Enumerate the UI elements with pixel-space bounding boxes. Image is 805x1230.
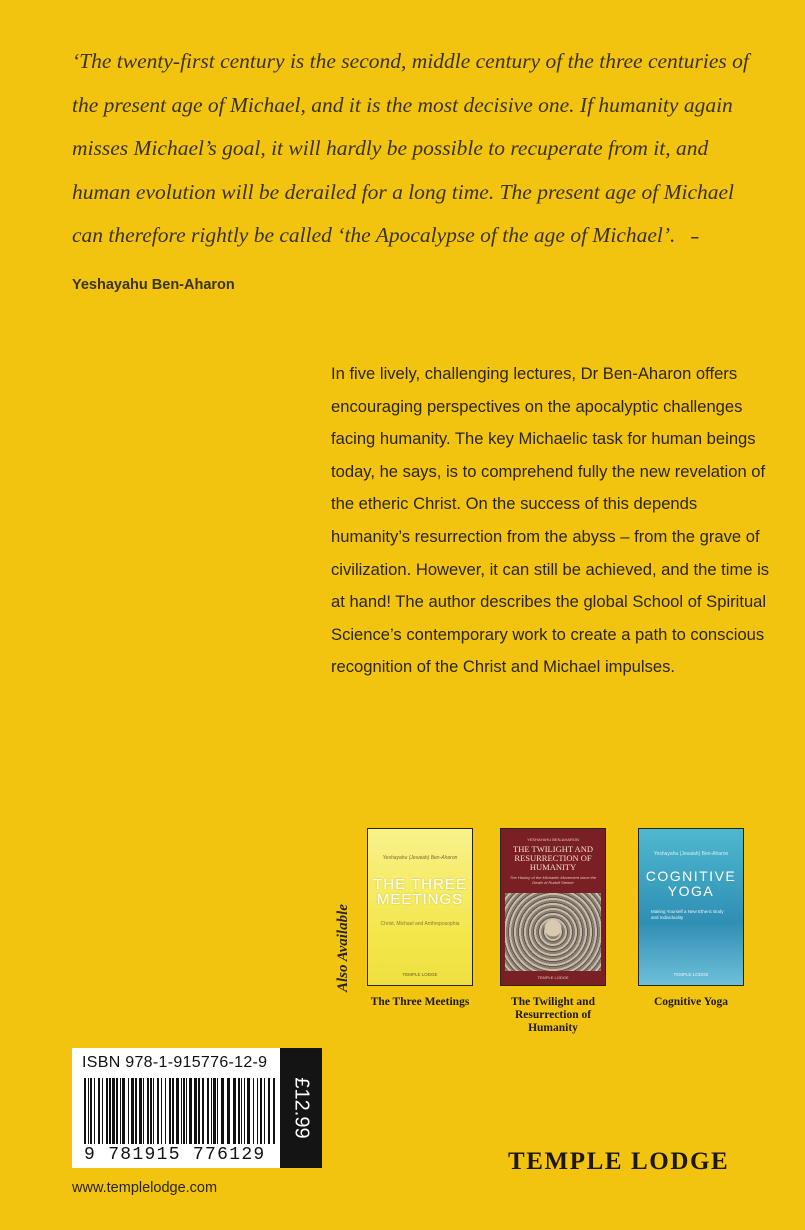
- publisher-website: www.templelodge.com: [72, 1180, 218, 1196]
- book-caption: Cognitive Yoga: [653, 996, 728, 1008]
- barcode-panel: [72, 1048, 280, 1168]
- cover-publisher: TEMPLE LODGE: [402, 972, 438, 977]
- isbn-number: ISBN 978-1-915776-12-9: [82, 1054, 268, 1071]
- cover-author: YESHAYAHU BEN-AHARON: [527, 837, 579, 842]
- cover-title: THE TWILIGHT AND RESURRECTION OF HUMANITY: [513, 844, 593, 872]
- also-available-label: Also Available: [335, 904, 351, 992]
- cover-subtitle: Making Yourself a New Etheric Body and Individuality: [651, 909, 724, 920]
- publisher-name: TEMPLE LODGE: [508, 1148, 730, 1175]
- book-cover-image: [638, 828, 744, 986]
- cover-subtitle: Christ, Michael and Anthroposophia: [380, 921, 460, 927]
- book-description: In five lively, challenging lectures, Dr Ben-Aharon offers encouraging perspectives on the apocalyptic challenges facing humanity. The key Michaelic task for human beings today, he says, is to comprehend fully the new revelation of the etheric Christ. On the success of this depends humanity’s resurrection from the abyss – from the grave of civilization. However, it can still be achieved, and the time is at hand! The author describes the global School of Spiritual Science’s contemporary work to create a path to conscious recognition of the Christ and Michael impulses.: [331, 364, 770, 677]
- cover-publisher: TEMPLE LODGE: [537, 975, 569, 980]
- book-the-three-meetings: [367, 828, 473, 1009]
- cover-author: Yeshayahu (Jesaiah) Ben-Aharon: [653, 851, 729, 857]
- price-label: £12.99: [290, 1077, 313, 1139]
- book-cover-image: [500, 828, 606, 986]
- quote-text: ‘The twenty-first century is the second, middle century of the three centuries of the present age of Michael, and it is the most decisive one. If humanity again misses Michael’s goal, it will hardly be possible to recuperate from it, and human evolution will be derailed for a long time. The present age of Michael can therefore rightly be called ‘the Apocalypse of the age of Michael’.: [72, 49, 749, 247]
- cover-title: COGNITIVE YOGA: [645, 868, 737, 899]
- cover-subtitle: The History of the Michaelic Movement since the Death of Rudolf Steiner: [509, 875, 597, 885]
- barcode-bars: [84, 1078, 276, 1144]
- cover-publisher: TEMPLE LODGE: [673, 972, 709, 977]
- price-panel: [280, 1048, 322, 1168]
- epigraph-quote: [72, 40, 762, 307]
- book-caption: The Three Meetings: [370, 996, 470, 1008]
- barcode-digits: 9 781915 776129: [84, 1145, 266, 1165]
- book-twilight-and-resurrection: [500, 828, 606, 1035]
- cover-title: THE THREE MEETINGS: [373, 876, 467, 908]
- book-cover-image: [367, 828, 473, 986]
- cover-artwork: [505, 893, 601, 971]
- quote-author: – Yeshayahu Ben-Aharon: [72, 230, 699, 293]
- cover-author: Yeshayahu (Jesaiah) Ben-Aharon: [382, 855, 458, 861]
- book-cognitive-yoga: [638, 828, 744, 1009]
- book-caption: The Twilight and Resurrection of Humanity: [511, 996, 595, 1034]
